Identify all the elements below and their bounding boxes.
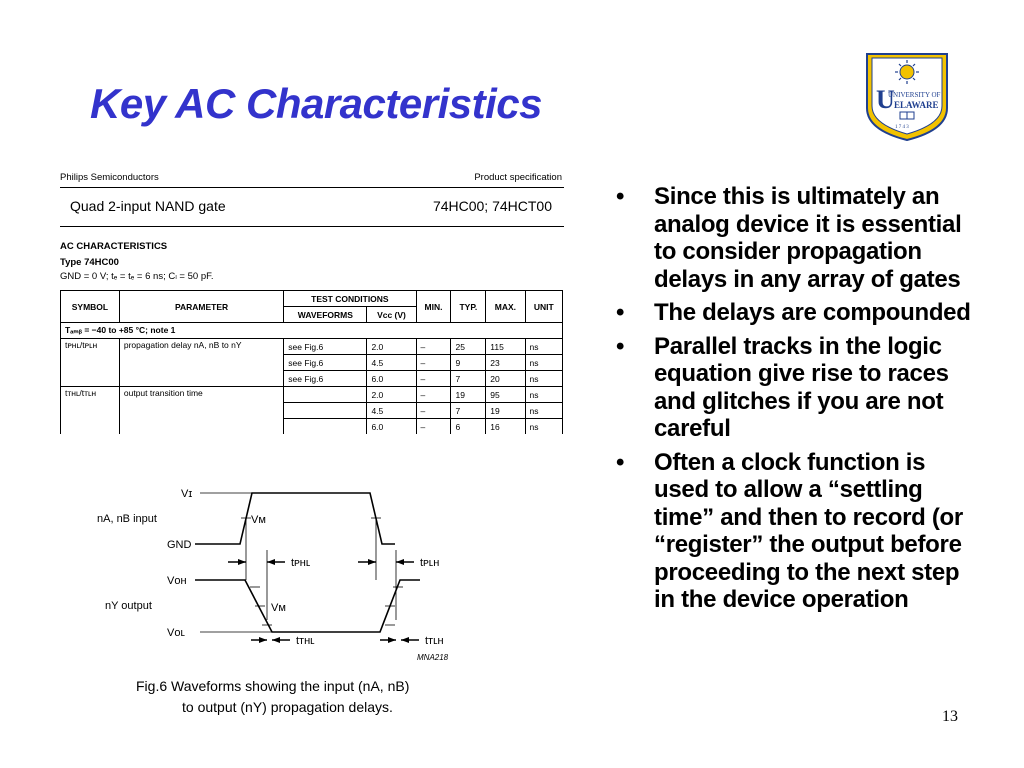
cell-vcc: 4.5	[367, 403, 416, 419]
table-row	[61, 387, 563, 403]
header-unit: UNIT	[525, 291, 563, 323]
cell-waveform	[284, 387, 367, 403]
cell-parameter: output transition time	[119, 387, 283, 435]
cell-vcc: 4.5	[367, 355, 416, 371]
datasheet-spec: Product specification	[474, 172, 562, 183]
datasheet-company: Philips Semiconductors	[60, 172, 159, 183]
header-min: MIN.	[416, 291, 451, 323]
cell-vcc: 6.0	[367, 419, 416, 435]
bullet-item: • Parallel tracks in the logic equation give rise to races and glitches if you are not careful	[616, 332, 949, 442]
cell-max: 23	[486, 355, 525, 371]
ttlh-label: tᴛʟʜ	[425, 635, 444, 647]
cell-waveform	[284, 419, 367, 435]
cell-vcc: 2.0	[367, 339, 416, 355]
cell-min: –	[416, 387, 451, 403]
bullet-list	[612, 183, 972, 620]
vi-label: Vɪ	[181, 488, 193, 500]
datasheet-header	[60, 172, 564, 188]
bullet-dot-icon: •	[616, 299, 625, 326]
university-logo	[864, 52, 950, 142]
cell-max: 16	[486, 419, 525, 435]
datasheet-product-line	[60, 188, 564, 227]
cell-max: 115	[486, 339, 525, 355]
cell-typ: 7	[451, 371, 486, 387]
cell-max: 19	[486, 403, 525, 419]
logo-line2: ELAWARE	[894, 100, 939, 110]
tthl-label: tᴛʜʟ	[296, 635, 315, 647]
logo-year: 1 7 4 3	[895, 125, 909, 130]
cell-typ: 6	[451, 419, 486, 435]
cell-waveform: see Fig.6	[284, 355, 367, 371]
figure-code: MNA218	[417, 653, 449, 662]
slide-title: Key AC Characteristics	[90, 80, 542, 127]
tplh-label: tᴘʟʜ	[420, 557, 440, 569]
logo-line1: UNIVERSITY OF	[888, 91, 941, 99]
tamb-row: Tₐₘᵦ = −40 to +85 °C; note 1	[61, 323, 563, 339]
cell-max: 95	[486, 387, 525, 403]
bullet-item: • Since this is ultimately an analog device it is essential to consider propagation delays in any array of gates	[616, 183, 962, 293]
cell-vcc: 2.0	[367, 387, 416, 403]
cell-max: 20	[486, 371, 525, 387]
cell-typ: 7	[451, 403, 486, 419]
cell-unit: ns	[525, 339, 563, 355]
datasheet-type: Type 74HC00	[60, 257, 119, 268]
datasheet-product: Quad 2-input NAND gate	[70, 198, 226, 214]
cell-typ: 25	[451, 339, 486, 355]
cell-min: –	[416, 339, 451, 355]
cell-min: –	[416, 371, 451, 387]
cell-min: –	[416, 355, 451, 371]
input-label: nA, nB input	[97, 513, 157, 525]
cell-unit: ns	[525, 403, 563, 419]
ac-characteristics-table	[60, 290, 563, 434]
vm-input-label: Vᴍ	[251, 514, 266, 526]
datasheet-excerpt	[60, 172, 564, 434]
figure-caption	[136, 676, 409, 718]
vm-output-label: Vᴍ	[271, 602, 286, 614]
datasheet-conditions: GND = 0 V; tₑ = tₑ = 6 ns; Cₗ = 50 pF.	[60, 271, 214, 282]
cell-vcc: 6.0	[367, 371, 416, 387]
cell-parameter: propagation delay nA, nB to nY	[119, 339, 283, 387]
header-max: MAX.	[486, 291, 525, 323]
header-parameter: PARAMETER	[119, 291, 283, 323]
bullet-dot-icon: •	[616, 183, 625, 210]
header-symbol: SYMBOL	[61, 291, 120, 323]
svg-text:U: U	[876, 85, 895, 114]
output-label: nY output	[105, 600, 152, 612]
cell-min: –	[416, 419, 451, 435]
bullet-dot-icon: •	[616, 332, 625, 360]
bullet-item: • The delays are compounded	[616, 299, 971, 326]
cell-min: –	[416, 403, 451, 419]
cell-typ: 9	[451, 355, 486, 371]
bullet-item: • Often a clock function is used to allow a “settling time” and then to record (or “register” the output before proceeding to the next step in the device operation	[616, 448, 963, 613]
voh-label: Vᴏʜ	[167, 575, 187, 587]
cell-waveform: see Fig.6	[284, 339, 367, 355]
vol-label: Vᴏʟ	[167, 627, 185, 639]
cell-symbol: tᴘʜʟ/tᴘʟʜ	[61, 339, 120, 387]
tphl-label: tᴘʜʟ	[291, 557, 311, 569]
figure-caption-line1: Fig.6 Waveforms showing the input (nA, nB)	[136, 678, 410, 694]
cell-typ: 19	[451, 387, 486, 403]
cell-waveform	[284, 403, 367, 419]
input-waveform	[195, 493, 395, 544]
cell-unit: ns	[525, 371, 563, 387]
header-waveforms: WAVEFORMS	[284, 307, 367, 323]
cell-unit: ns	[525, 419, 563, 435]
page-number: 13	[942, 708, 958, 725]
table-row	[61, 339, 563, 355]
header-test-conditions: TEST CONDITIONS	[284, 291, 416, 307]
bullet-dot-icon: •	[616, 448, 625, 476]
cell-unit: ns	[525, 355, 563, 371]
figure-caption-line2: to output (nY) propagation delays.	[182, 699, 393, 715]
datasheet-section: AC CHARACTERISTICS	[60, 241, 168, 252]
cell-symbol: tᴛʜʟ/tᴛʟʜ	[61, 387, 120, 435]
waveform-diagram	[95, 480, 465, 670]
cell-waveform: see Fig.6	[284, 371, 367, 387]
gnd-label: GND	[167, 539, 192, 551]
datasheet-part: 74HC00; 74HCT00	[432, 198, 552, 214]
header-typ: TYP.	[451, 291, 486, 323]
cell-unit: ns	[525, 387, 563, 403]
header-vcc: Vᴄᴄ (V)	[367, 307, 416, 323]
